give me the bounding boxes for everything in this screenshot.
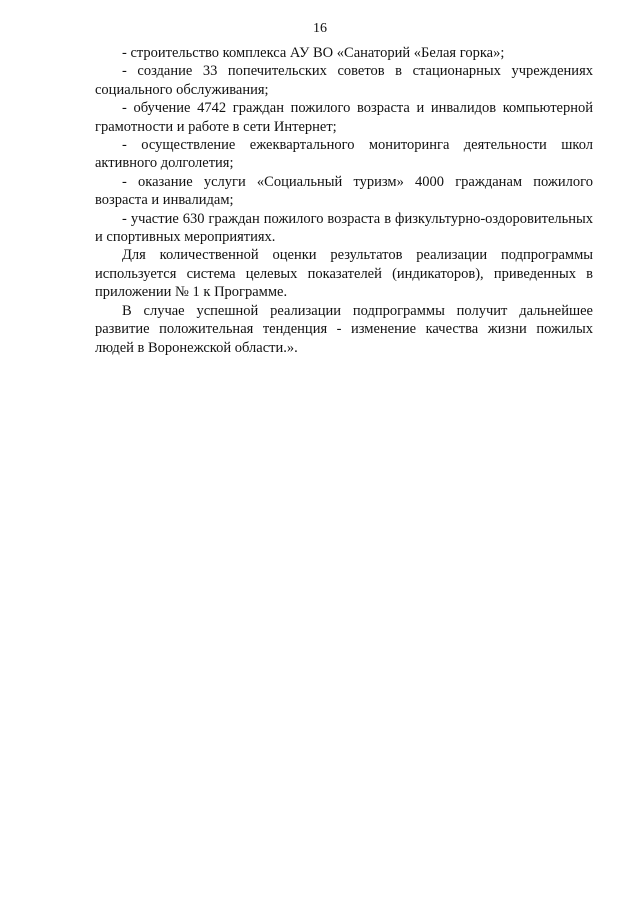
list-item-monitoring: - осуществление ежеквартального мониторинга деятельности школ активного долголетия; [95,137,593,172]
list-item-sanatorium: - строительство комплекса АУ ВО «Санаторий «Белая горка»; [122,45,505,61]
list-item-sports-events: - участие 630 граждан пожилого возраста в физкультурно-оздоровительных и спортивных мероприятиях. [95,210,593,246]
page-number: 16 [313,21,327,36]
list-item-social-tourism: - оказание услуги «Социальный туризм» 4000 гражданам пожилого возраста и инвалидам; [95,173,593,209]
list-item-computer-literacy: - обучение 4742 граждан пожилого возраста и инвалидов компьютерной грамотности и работе в сети Интернет; [95,100,593,135]
document-body [95,44,593,357]
list-item-trustee-councils: - создание 33 попечительских советов в стационарных учреждениях социального обслуживания; [95,63,593,98]
paragraph-conclusion: В случае успешной реализации подпрограммы получит дальнейшее развитие положительная тенденция - изменение качества жизни пожилых людей в Воронежской области.». [95,302,593,356]
paragraph-indicators: Для количественной оценки результатов реализации подпрограммы используется система целевых показателей (индикаторов), приведенных в приложении № 1 к Программе. [95,247,593,301]
